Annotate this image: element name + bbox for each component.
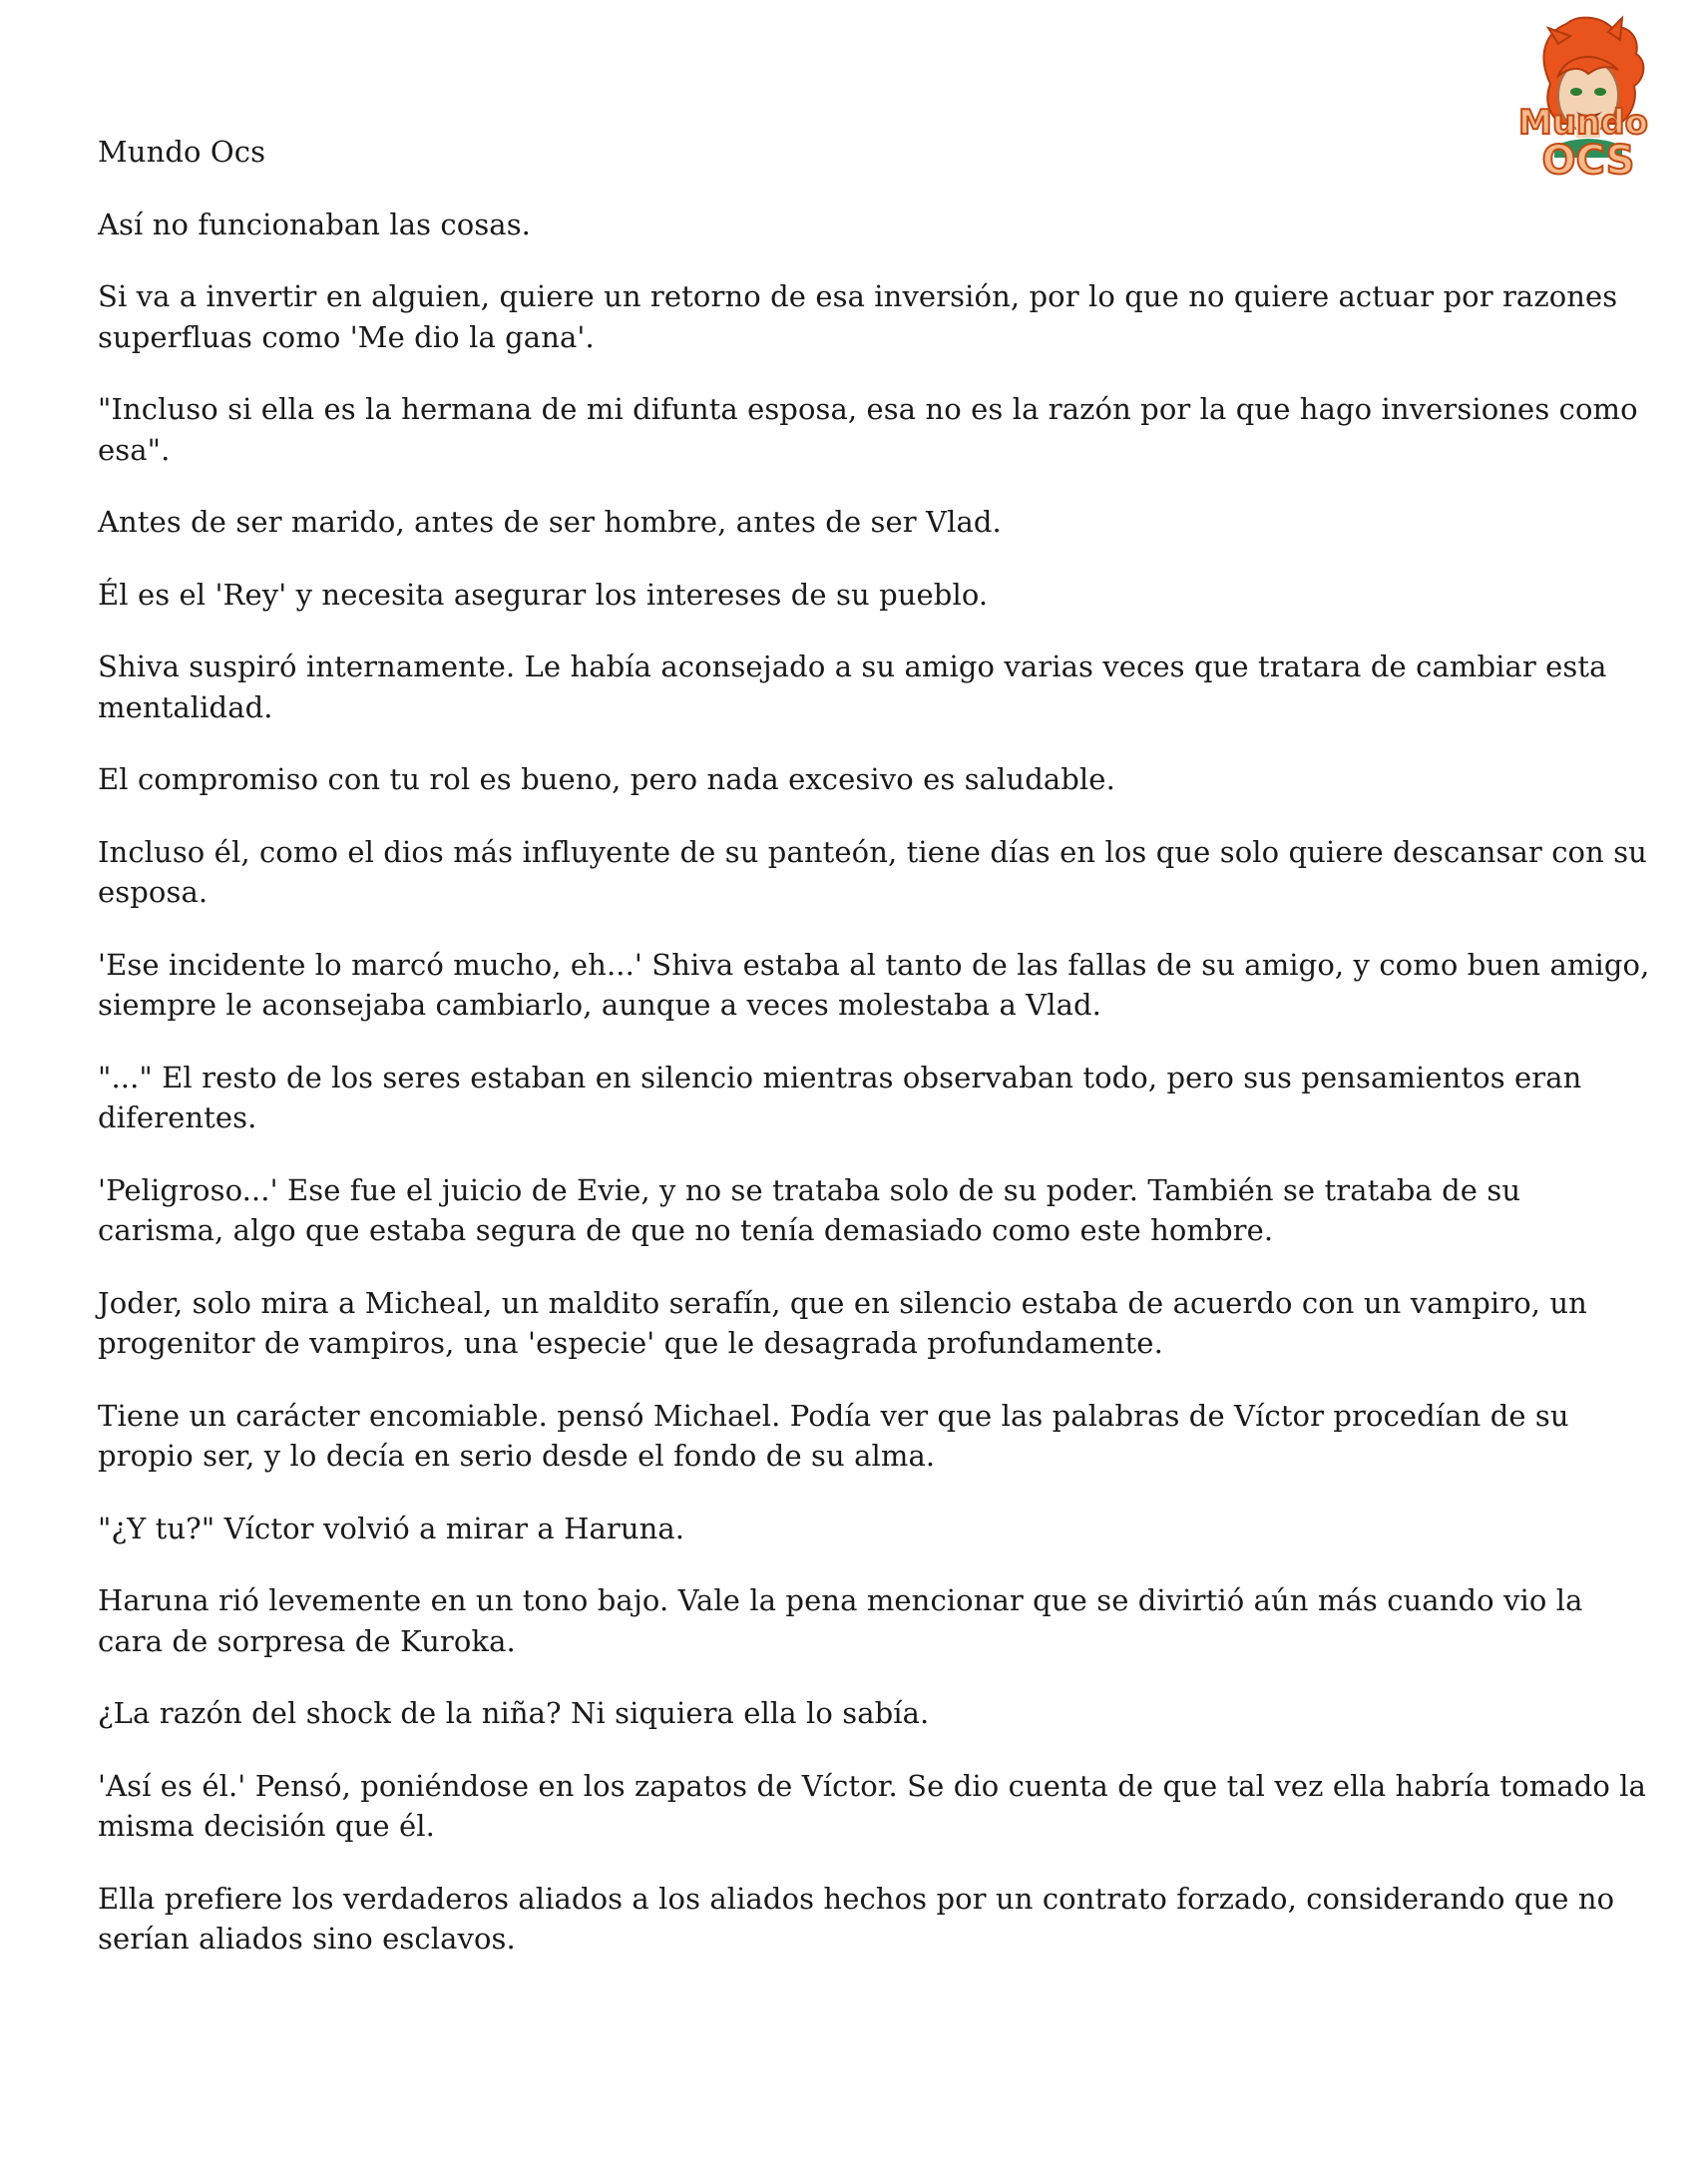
paragraph: 'Ese incidente lo marcó mucho, eh...' Shiva estaba al tanto de las fallas de su amigo, y como buen amigo, siempre le aconsejaba cambiarlo, aunque a veces molestaba a Vlad.: [98, 947, 1650, 1022]
paragraph: 'Así es él.' Pensó, poniéndose en los zapatos de Víctor. Se dio cuenta de que tal vez ella habría tomado la misma decisión que él.: [98, 1768, 1647, 1843]
paragraph: El compromiso con tu rol es bueno, pero nada excesivo es saludable.: [98, 762, 1115, 796]
svg-text:Mundo: Mundo: [1518, 103, 1648, 143]
document-title: Mundo Ocs: [98, 135, 266, 169]
paragraph: 'Peligroso...' Ese fue el juicio de Evie, y no se trataba solo de su poder. También se trataba de su carisma, algo que estaba segura de que no tenía demasiado como este hombre.: [98, 1172, 1521, 1247]
paragraph: Antes de ser marido, antes de ser hombre, antes de ser Vlad.: [98, 505, 1002, 539]
paragraph: Él es el 'Rey' y necesita asegurar los intereses de su pueblo.: [98, 577, 989, 612]
paragraph: Tiene un carácter encomiable. pensó Michael. Podía ver que las palabras de Víctor procedían de su propio ser, y lo decía en serio desde el fondo de su alma.: [98, 1398, 1569, 1473]
paragraph: Haruna rió levemente en un tono bajo. Vale la pena mencionar que se divirtió aún más cuando vio la cara de sorpresa de Kuroka.: [98, 1583, 1583, 1658]
svg-text:OCS: OCS: [1541, 138, 1635, 184]
paragraph: "..." El resto de los seres estaban en silencio mientras observaban todo, pero sus pensamientos eran diferentes.: [98, 1060, 1582, 1134]
paragraph: Si va a invertir en alguien, quiere un retorno de esa inversión, por lo que no quiere actuar por razones superfluas como 'Me dio la gana'.: [98, 279, 1618, 354]
paragraph: Ella prefiere los verdaderos aliados a los aliados hechos por un contrato forzado, considerando que no serían aliados sino esclavos.: [98, 1881, 1615, 1956]
document-body: [98, 132, 1654, 1991]
paragraph: Shiva suspiró internamente. Le había aconsejado a su amigo varias veces que tratara de cambiar esta mentalidad.: [98, 650, 1607, 724]
paragraph: Incluso él, como el dios más influyente de su panteón, tiene días en los que solo quiere descansar con su esposa.: [98, 834, 1647, 909]
paragraph: "¿Y tu?" Víctor volvió a mirar a Haruna.: [98, 1511, 685, 1545]
paragraph: ¿La razón del shock de la niña? Ni siquiera ella lo sabía.: [98, 1696, 930, 1730]
paragraph: "Incluso si ella es la hermana de mi difunta esposa, esa no es la razón por la que hago inversiones como esa".: [98, 392, 1638, 467]
paragraph: Joder, solo mira a Micheal, un maldito serafín, que en silencio estaba de acuerdo con un vampiro, un progenitor de vampiros, una 'especie' que le desagrada profundamente.: [98, 1285, 1587, 1360]
paragraph: Así no funcionaban las cosas.: [98, 207, 531, 241]
